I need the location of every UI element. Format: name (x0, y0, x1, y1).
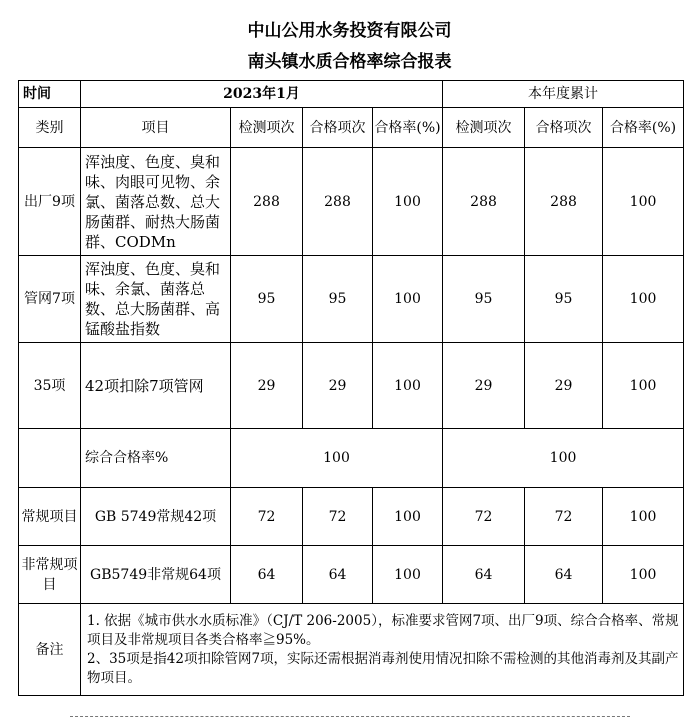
overall-month-value: 100 (231, 429, 443, 488)
ytd-tests: 64 (443, 546, 525, 604)
ytd-tests: 95 (443, 256, 525, 343)
month-passed: 64 (303, 546, 373, 604)
month-label: 2023年1月 (81, 81, 443, 108)
row-category: 非常规项目 (19, 546, 81, 604)
month-tests: 72 (231, 488, 303, 546)
col-ytd-tests: 检测项次 (443, 108, 525, 148)
col-category: 类别 (19, 108, 81, 148)
ytd-rate: 100 (603, 546, 684, 604)
month-rate: 100 (373, 546, 443, 604)
header-row-time (19, 81, 684, 108)
ytd-passed: 72 (525, 488, 603, 546)
row-category: 35项 (19, 343, 81, 429)
overall-ytd-value: 100 (443, 429, 684, 488)
month-rate: 100 (373, 488, 443, 546)
month-rate: 100 (373, 343, 443, 429)
ytd-rate: 100 (603, 256, 684, 343)
ytd-tests: 29 (443, 343, 525, 429)
ytd-rate: 100 (603, 343, 684, 429)
month-tests: 64 (231, 546, 303, 604)
remarks-label: 备注 (19, 604, 81, 696)
row-item: 42项扣除7项管网 (81, 343, 231, 429)
month-passed: 72 (303, 488, 373, 546)
month-passed: 95 (303, 256, 373, 343)
remarks-row (19, 604, 684, 696)
col-month-passed: 合格项次 (303, 108, 373, 148)
row-category: 常规项目 (19, 488, 81, 546)
ytd-passed: 29 (525, 343, 603, 429)
time-label: 时间 (19, 81, 81, 108)
month-rate: 100 (373, 256, 443, 343)
table-row (19, 343, 684, 429)
ytd-tests: 72 (443, 488, 525, 546)
month-rate: 100 (373, 148, 443, 256)
header-row-columns (19, 108, 684, 148)
row-item: GB5749非常规64项 (81, 546, 231, 604)
water-quality-table (18, 80, 684, 696)
month-tests: 288 (231, 148, 303, 256)
row-item: 浑浊度、色度、臭和味、肉眼可见物、余氯、菌落总数、总大肠菌群、耐热大肠菌群、CODMn (81, 148, 231, 256)
row-category: 出厂9项 (19, 148, 81, 256)
overall-rate-row (19, 429, 684, 488)
row-category: 管网7项 (19, 256, 81, 343)
col-month-rate: 合格率(%) (373, 108, 443, 148)
remark-line-2: 2、35项是指42项扣除管网7项，实际还需根据消毒剂使用情况扣除不需检测的其他消毒剂及其副产物项目。 (87, 650, 679, 686)
remark-line-1: 1. 依据《城市供水水质标准》（CJ/T 206-2005），标准要求管网7项、出厂9项、综合合格率、常规项目及非常规项目各类合格率≧95%。 (87, 612, 679, 648)
ytd-passed: 288 (525, 148, 603, 256)
page-bottom-rule (70, 716, 630, 717)
remarks-text (81, 604, 684, 696)
ytd-passed: 95 (525, 256, 603, 343)
ytd-tests: 288 (443, 148, 525, 256)
ytd-rate: 100 (603, 488, 684, 546)
row-item: 浑浊度、色度、臭和味、余氯、菌落总数、总大肠菌群、高锰酸盐指数 (81, 256, 231, 343)
overall-blank (19, 429, 81, 488)
col-month-tests: 检测项次 (231, 108, 303, 148)
ytd-rate: 100 (603, 148, 684, 256)
table-row (19, 488, 684, 546)
ytd-passed: 64 (525, 546, 603, 604)
month-passed: 29 (303, 343, 373, 429)
report-title: 南头镇水质合格率综合报表 (247, 52, 452, 72)
ytd-label: 本年度累计 (443, 81, 684, 108)
col-item: 项目 (81, 108, 231, 148)
month-tests: 29 (231, 343, 303, 429)
table-row (19, 546, 684, 604)
overall-label: 综合合格率% (81, 429, 231, 488)
month-tests: 95 (231, 256, 303, 343)
table-row (19, 256, 684, 343)
col-ytd-rate: 合格率(%) (603, 108, 684, 148)
company-name: 中山公用水务投资有限公司 (247, 21, 452, 41)
table-row (19, 148, 684, 256)
month-passed: 288 (303, 148, 373, 256)
col-ytd-passed: 合格项次 (525, 108, 603, 148)
row-item: GB 5749常规42项 (81, 488, 231, 546)
